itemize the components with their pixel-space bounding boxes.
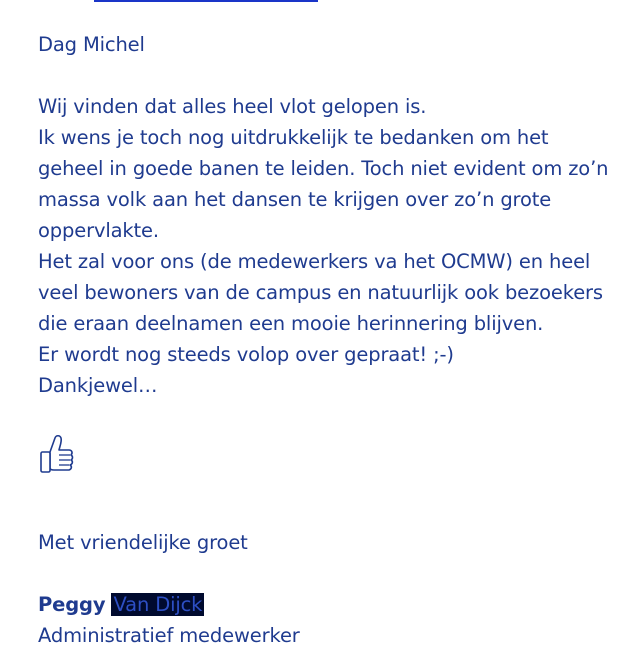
- spacer: [38, 60, 638, 91]
- paragraph-line: Dankjewel…: [38, 374, 158, 397]
- paragraph-line: Ik wens je toch nog uitdrukkelijk te bedanken om het: [38, 126, 549, 149]
- spacer: [38, 558, 638, 589]
- paragraph-line: Het zal voor ons (de medewerkers va het OCMW) en heel: [38, 250, 591, 273]
- link-underline: [94, 0, 318, 2]
- thumbs-up-icon: [38, 434, 638, 496]
- paragraph-line: massa volk aan het dansen te krijgen over zo’n grote: [38, 188, 552, 211]
- paragraph-line: Er wordt nog steeds volop over gepraat! ;-): [38, 343, 454, 366]
- signature-first-name: Peggy: [38, 593, 106, 616]
- spacer: [38, 401, 638, 432]
- spacer: [38, 496, 638, 527]
- signature-name: [38, 589, 638, 620]
- greeting: Dag Michel: [38, 33, 145, 56]
- closing: Met vriendelijke groet: [38, 531, 248, 554]
- paragraph-line: die eraan deelnamen een mooie herinnering blijven.: [38, 312, 544, 335]
- paragraph-line: geheel in goede banen te leiden. Toch niet evident om zo’n: [38, 157, 609, 180]
- signature-title: Administratief medewerker: [38, 624, 300, 647]
- email-body: [38, 29, 638, 651]
- paragraph-line: Wij vinden dat alles heel vlot gelopen is.: [38, 95, 427, 118]
- paragraph-line: veel bewoners van de campus en natuurlijk ook bezoekers: [38, 281, 603, 304]
- signature-last-name: Van Dijck: [113, 593, 203, 616]
- paragraph-line: oppervlakte.: [38, 219, 159, 242]
